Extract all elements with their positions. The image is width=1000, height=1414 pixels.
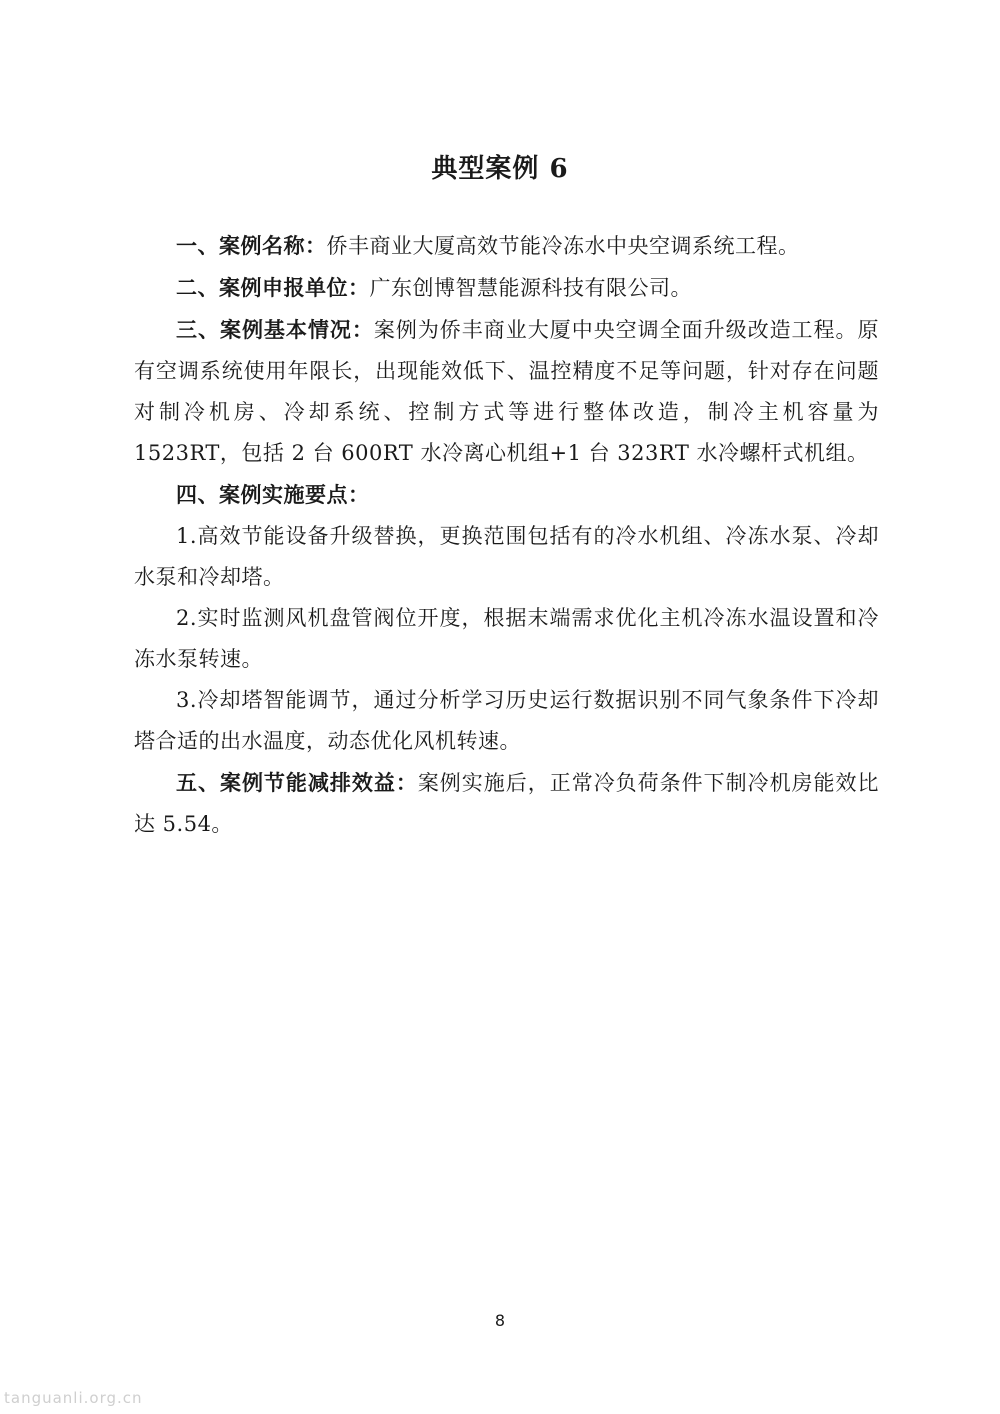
key-point-item: 1.高效节能设备升级替换，更换范围包括有的冷水机组、冷冻水泵、冷却水泵和冷却塔。 (134, 524, 879, 589)
section-heading: 五、案例节能减排效益： (176, 770, 418, 795)
section-key-points (134, 474, 879, 516)
page-number: 8 (494, 1311, 506, 1330)
section-basic-info (134, 309, 879, 474)
section-text: 案例为侨丰商业大厦中央空调全面升级改造工程。原有空调系统使用年限长，出现能效低下、温控精度不足等问题，针对存在问题对制冷机房、冷却系统、控制方式等进行整体改造，制冷主机容量为 1523RT，包括 2 台 600RT 水冷离心机组+1 台 323RT 水冷螺杆式机组。 (134, 318, 880, 465)
document-body (134, 225, 879, 845)
section-text: 侨丰商业大厦高效节能冷冻水中央空调系统工程。 (326, 234, 800, 258)
section-heading: 一、案例名称： (176, 233, 327, 258)
section-text: 案例实施后，正常冷负荷条件下制冷机房能效比达 5.54。 (134, 771, 880, 836)
watermark: tanguanli.org.cn (4, 1389, 143, 1407)
page-title: 典型案例 6 (431, 154, 569, 184)
key-point-item: 3.冷却塔智能调节，通过分析学习历史运行数据识别不同气象条件下冷却塔合适的出水温度，动态优化风机转速。 (134, 688, 879, 753)
section-heading: 三、案例基本情况： (176, 317, 374, 342)
section-text: 广东创博智慧能源科技有限公司。 (369, 276, 692, 300)
section-applicant (134, 267, 879, 309)
key-point-item: 2.实时监测风机盘管阀位开度，根据末端需求优化主机冷冻水温设置和冷冻水泵转速。 (134, 606, 879, 671)
section-heading: 四、案例实施要点： (176, 482, 370, 507)
section-heading: 二、案例申报单位： (176, 275, 370, 300)
section-case-name (134, 225, 879, 267)
section-benefit (134, 762, 879, 845)
